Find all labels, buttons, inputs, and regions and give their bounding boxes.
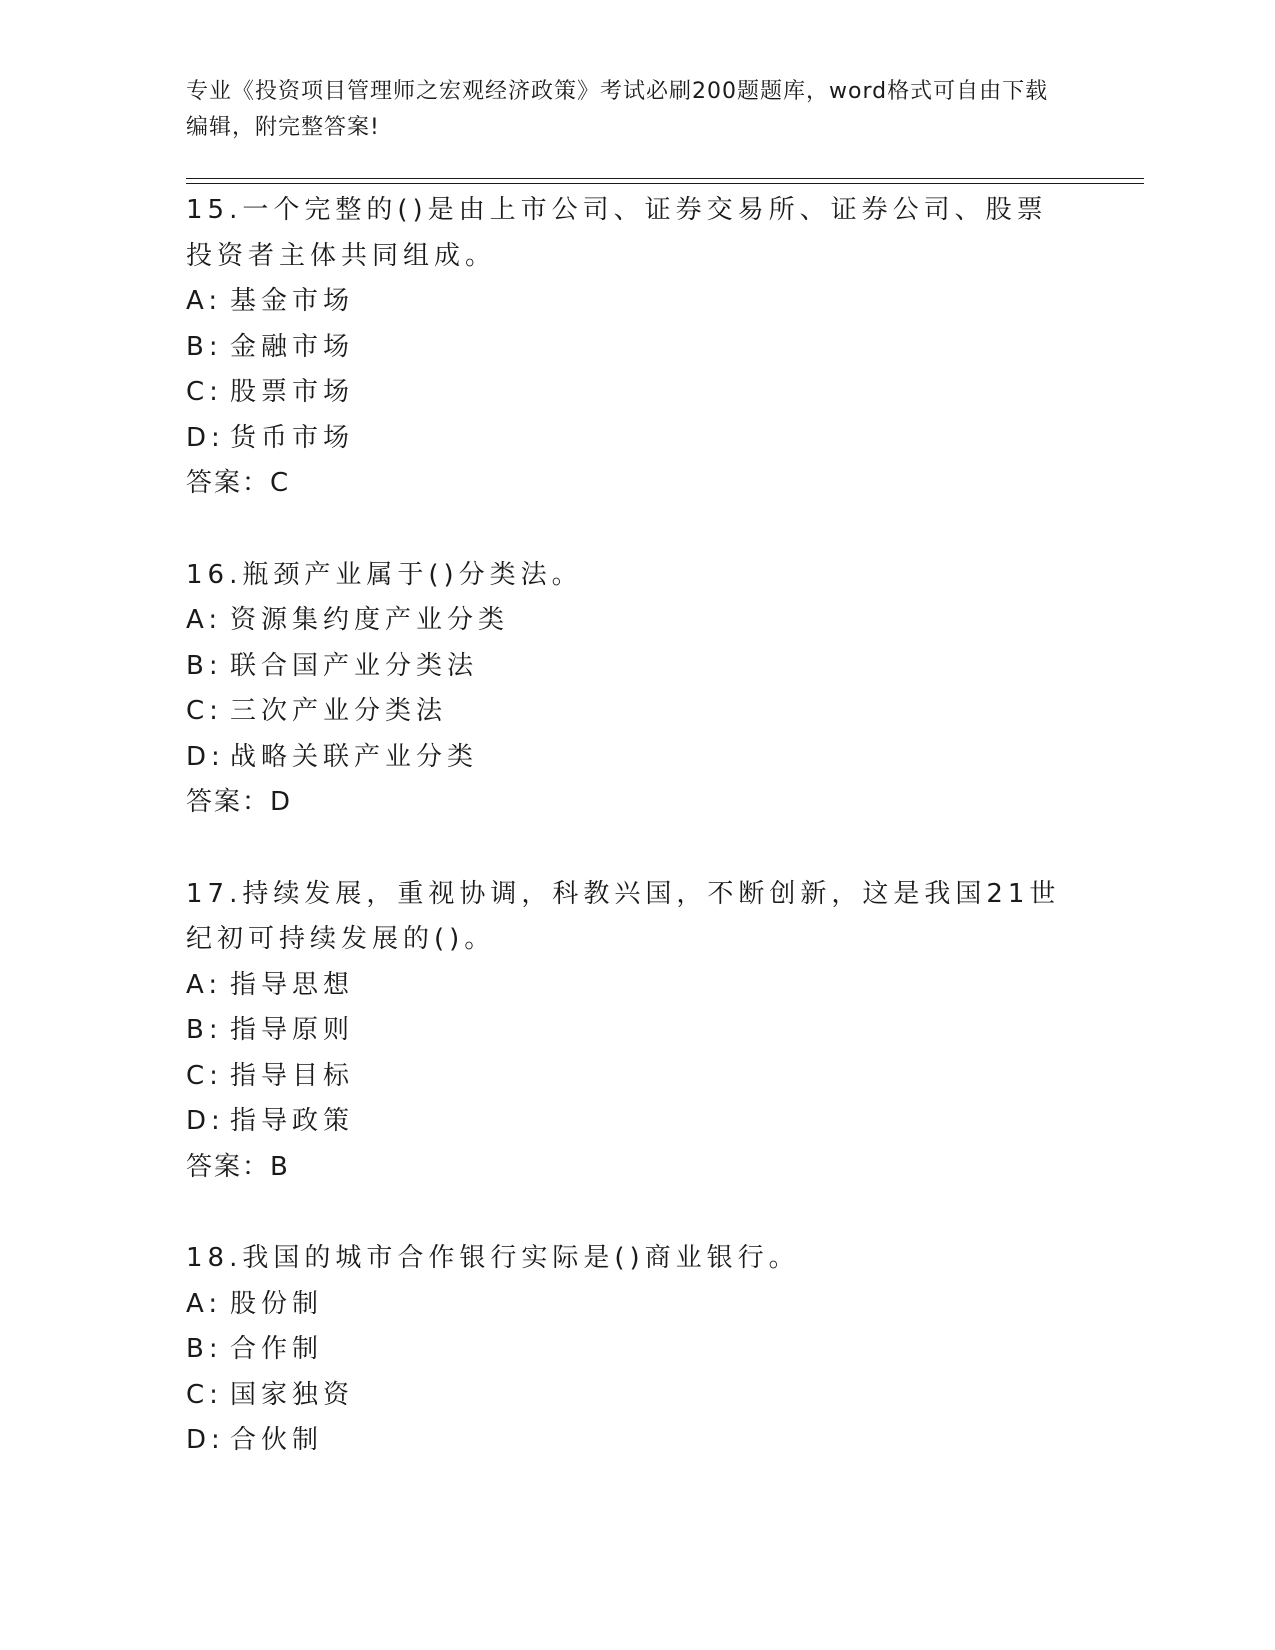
option-letter: B: [186,331,223,362]
option-text: 战略关联产业分类 [230,741,479,772]
option-letter: D: [186,1106,225,1136]
option-a [186,1282,1086,1328]
option-text: 基金市场 [230,286,355,316]
question-stem: 17.持续发展，重视协调，科教兴国，不断创新，这是我国21世纪初可持续发展的()。 [186,878,1061,954]
option-text: 指导思想 [230,969,355,1000]
option-text: 指导目标 [230,1060,355,1091]
option-c [186,689,1086,735]
option-letter: D: [186,741,225,772]
option-text: 资源集约度产业分类 [230,605,510,635]
option-letter: D: [186,1425,225,1455]
option-letter: A: [186,605,223,635]
option-c [186,1054,1086,1100]
header-divider-bottom [186,183,1144,184]
answer-line: 答案：B [186,1151,290,1182]
option-a [186,598,1086,644]
question-17 [186,872,1086,1191]
option-a [186,279,1086,325]
option-d [186,1099,1086,1145]
option-a [186,963,1086,1009]
option-letter: D: [186,422,225,453]
option-letter: B: [186,1015,223,1045]
question-stem: 18.我国的城市合作银行实际是()商业银行。 [186,1243,800,1273]
option-d [186,735,1086,781]
option-text: 联合国产业分类法 [230,650,479,681]
header-divider-top [186,178,1144,179]
option-b [186,1008,1086,1054]
option-text: 合作制 [230,1334,324,1364]
option-letter: A: [186,1288,223,1319]
option-b [186,325,1086,371]
option-c [186,370,1086,416]
option-d [186,1418,1086,1464]
answer-line: 答案：C [186,468,291,498]
option-letter: A: [186,286,223,316]
option-letter: B: [186,1334,223,1364]
option-text: 股份制 [230,1288,324,1319]
option-d [186,416,1086,462]
option-b [186,644,1086,690]
option-text: 金融市场 [230,331,355,362]
question-stem: 15.一个完整的()是由上市公司、证券交易所、证券公司、股票投资者主体共同组成。 [186,195,1048,271]
question-stem: 16.瓶颈产业属于()分类法。 [186,559,583,590]
option-letter: A: [186,969,223,1000]
question-16 [186,553,1086,826]
option-letter: C: [186,696,223,726]
option-c [186,1373,1086,1419]
option-text: 合伙制 [230,1425,324,1455]
question-list [186,188,1086,1510]
option-letter: C: [186,377,223,407]
option-text: 股票市场 [230,377,355,407]
option-text: 指导原则 [230,1015,355,1045]
option-text: 三次产业分类法 [230,696,448,726]
option-letter: C: [186,1060,223,1091]
option-text: 货币市场 [230,422,355,453]
question-15 [186,188,1086,507]
option-b [186,1327,1086,1373]
answer-line: 答案：D [186,787,293,817]
option-text: 国家独资 [230,1379,355,1410]
option-text: 指导政策 [230,1106,355,1136]
option-letter: C: [186,1379,223,1410]
question-18 [186,1236,1086,1464]
option-letter: B: [186,650,223,681]
document-header: 专业《投资项目管理师之宏观经济政策》考试必刷200题题库，word格式可自由下载编辑，附完整答案! [186,79,1049,140]
